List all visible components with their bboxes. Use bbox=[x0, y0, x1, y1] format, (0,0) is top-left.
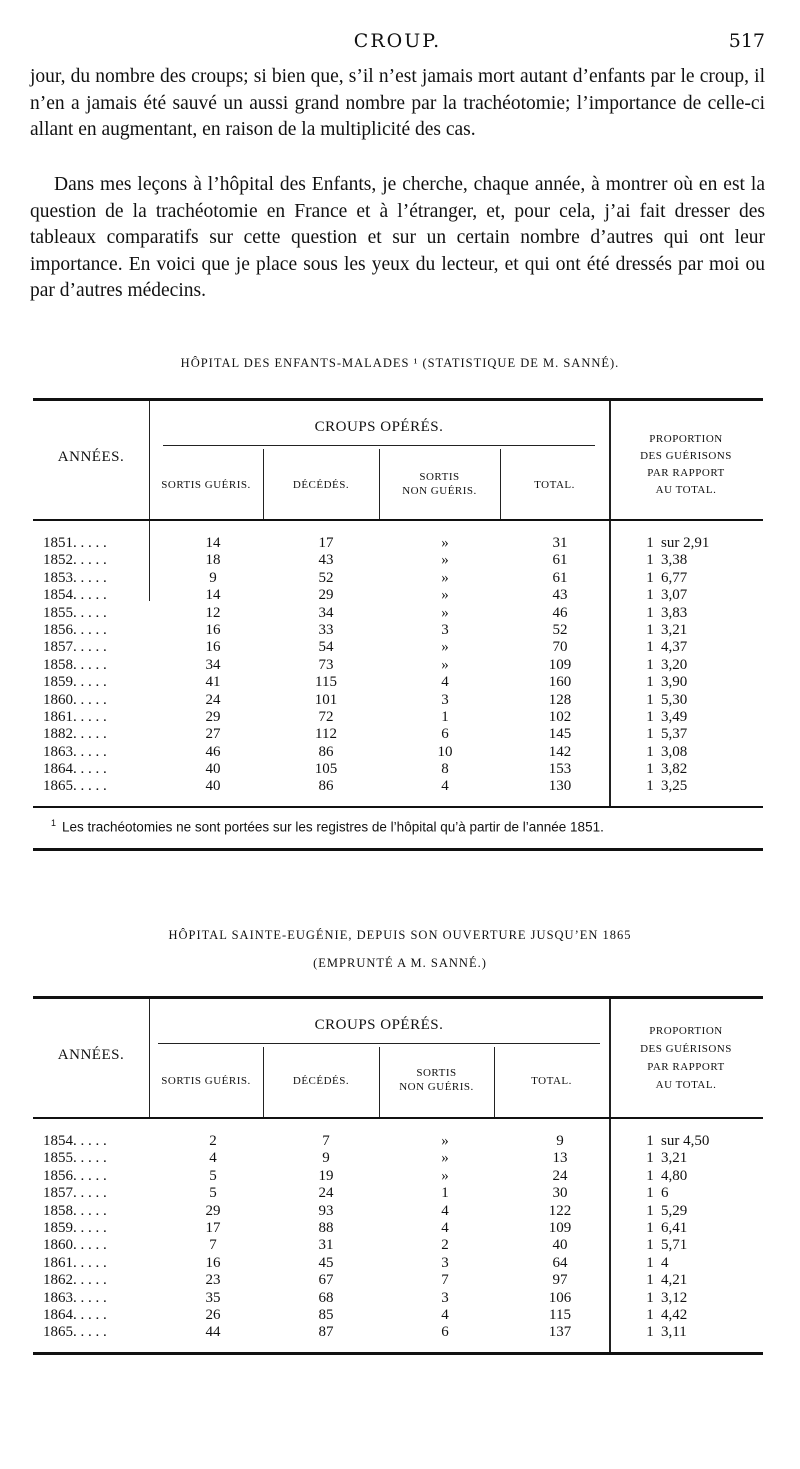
decedes-cell: 9 bbox=[322, 1150, 330, 1167]
table-row bbox=[33, 1133, 763, 1150]
non-gueris-cell: 4 bbox=[441, 1219, 449, 1236]
decedes-cell: 73 bbox=[318, 656, 334, 673]
total-cell: 115 bbox=[549, 1306, 571, 1323]
table-row bbox=[33, 1290, 763, 1307]
gueris-cell: 12 bbox=[205, 604, 221, 621]
proportion-one-cell: 1 bbox=[646, 1289, 654, 1306]
proportion-ratio-cell: 3,08 bbox=[661, 743, 688, 760]
proportion-one-cell: 1 bbox=[646, 535, 654, 551]
total-cell: 61 bbox=[552, 552, 568, 569]
proportion-ratio-cell: 3,83 bbox=[661, 604, 688, 621]
proportion-ratio-cell: 6,77 bbox=[661, 569, 688, 586]
header-gueris: SORTIS GUÉRIS. bbox=[161, 479, 251, 491]
table-row bbox=[33, 657, 763, 674]
proportion-one-cell: 1 bbox=[646, 1185, 654, 1202]
gueris-cell: 34 bbox=[205, 656, 221, 673]
header-prop-2: DES GUÉRISONS bbox=[640, 1043, 732, 1055]
year-cell: 1862. . . . . bbox=[43, 1272, 107, 1289]
page-number: 517 bbox=[728, 30, 765, 52]
proportion-ratio-cell: 3,90 bbox=[661, 674, 688, 691]
non-gueris-cell: 8 bbox=[441, 761, 449, 778]
proportion-one-cell: 1 bbox=[646, 1167, 654, 1184]
proportion-one-cell: 1 bbox=[646, 1306, 654, 1323]
decedes-cell: 33 bbox=[318, 621, 334, 638]
non-gueris-cell: » bbox=[441, 1167, 449, 1184]
proportion-one-cell: 1 bbox=[646, 552, 654, 569]
header-prop-1: PROPORTION bbox=[649, 433, 723, 445]
non-gueris-cell: » bbox=[441, 1133, 449, 1149]
decedes-cell: 24 bbox=[318, 1185, 334, 1202]
proportion-ratio-cell: 3,20 bbox=[661, 656, 688, 673]
proportion-one-cell: 1 bbox=[646, 778, 654, 795]
non-gueris-cell: 2 bbox=[441, 1237, 449, 1254]
paragraph-1: jour, du nombre des croups; si bien que, s’il n’est jamais mort autant d’enfants par le croup, il n’en a jamais été sauvé un aussi grand nombre par la trachéotomie; l’importance de celle-ci allant en augmentant, en raison de la multiplicité des cas. bbox=[30, 66, 765, 140]
table-row bbox=[33, 1150, 763, 1167]
non-gueris-cell: 6 bbox=[441, 726, 449, 743]
non-gueris-cell: 3 bbox=[441, 621, 449, 638]
table1 bbox=[33, 398, 763, 851]
proportion-ratio-cell: 4 bbox=[661, 1254, 669, 1271]
proportion-ratio-cell: 3,07 bbox=[661, 587, 688, 604]
table1-body bbox=[33, 521, 763, 806]
proportion-one-cell: 1 bbox=[646, 743, 654, 760]
decedes-cell: 85 bbox=[318, 1306, 334, 1323]
gueris-cell: 40 bbox=[205, 778, 221, 795]
year-cell: 1859. . . . . bbox=[43, 1219, 107, 1236]
header-croups-operes: CROUPS OPÉRÉS. bbox=[314, 1017, 444, 1033]
year-cell: 1855. . . . . bbox=[43, 604, 107, 621]
decedes-cell: 88 bbox=[318, 1219, 334, 1236]
non-gueris-cell: » bbox=[441, 604, 449, 621]
header-total: TOTAL. bbox=[534, 479, 575, 491]
year-cell: 1855. . . . . bbox=[43, 1150, 107, 1167]
table2-body bbox=[33, 1119, 763, 1352]
table-row bbox=[33, 622, 763, 639]
table-row bbox=[33, 1324, 763, 1341]
table-row bbox=[33, 587, 763, 604]
decedes-cell: 87 bbox=[318, 1324, 334, 1341]
proportion-ratio-cell: 5,37 bbox=[661, 726, 688, 743]
year-cell: 1859. . . . . bbox=[43, 674, 107, 691]
header-non-gueris-1: SORTIS bbox=[416, 1067, 457, 1079]
total-cell: 9 bbox=[556, 1133, 564, 1149]
decedes-cell: 112 bbox=[315, 726, 337, 743]
year-cell: 1860. . . . . bbox=[43, 1237, 107, 1254]
non-gueris-cell: » bbox=[441, 569, 449, 586]
decedes-cell: 86 bbox=[318, 743, 334, 760]
gueris-cell: 18 bbox=[205, 552, 221, 569]
non-gueris-cell: » bbox=[441, 587, 449, 604]
table-row bbox=[33, 726, 763, 743]
table1-footnote bbox=[33, 806, 763, 849]
gueris-cell: 16 bbox=[205, 621, 221, 638]
proportion-one-cell: 1 bbox=[646, 1272, 654, 1289]
proportion-ratio-cell: sur 4,50 bbox=[661, 1133, 710, 1149]
decedes-cell: 101 bbox=[314, 691, 338, 708]
total-cell: 52 bbox=[552, 621, 568, 638]
running-title: CROUP. bbox=[353, 30, 442, 52]
year-cell: 1865. . . . . bbox=[43, 1324, 107, 1341]
proportion-ratio-cell: 3,82 bbox=[661, 761, 688, 778]
header-prop-2: DES GUÉRISONS bbox=[640, 450, 732, 462]
year-cell: 1858. . . . . bbox=[43, 656, 107, 673]
table2-caption-2: (EMPRUNTÉ A M. SANNÉ.) bbox=[313, 956, 487, 970]
proportion-ratio-cell: 6 bbox=[661, 1185, 669, 1202]
page-header bbox=[30, 30, 765, 58]
decedes-cell: 7 bbox=[322, 1133, 330, 1149]
non-gueris-cell: 4 bbox=[441, 778, 449, 795]
non-gueris-cell: 10 bbox=[437, 743, 453, 760]
total-cell: 130 bbox=[548, 778, 572, 795]
table-row bbox=[33, 535, 763, 552]
table-row bbox=[33, 709, 763, 726]
table-row bbox=[33, 1255, 763, 1272]
total-cell: 160 bbox=[548, 674, 572, 691]
gueris-cell: 9 bbox=[209, 569, 217, 586]
proportion-ratio-cell: 3,21 bbox=[661, 621, 688, 638]
year-cell: 1865. . . . . bbox=[43, 778, 107, 795]
proportion-one-cell: 1 bbox=[646, 621, 654, 638]
decedes-cell: 19 bbox=[318, 1167, 334, 1184]
gueris-cell: 4 bbox=[209, 1150, 217, 1167]
proportion-one-cell: 1 bbox=[646, 1219, 654, 1236]
proportion-one-cell: 1 bbox=[646, 639, 654, 656]
total-cell: 128 bbox=[548, 691, 572, 708]
non-gueris-cell: 1 bbox=[441, 708, 449, 725]
table2-header bbox=[33, 999, 763, 1119]
gueris-cell: 7 bbox=[209, 1237, 217, 1254]
decedes-cell: 68 bbox=[318, 1289, 334, 1306]
paragraph-2: Dans mes leçons à l’hôpital des Enfants, je cherche, chaque année, à montrer où en est la question de la trachéotomie en France et à l’étranger, et, pour cela, j’ai fait dresser des tableaux comparatifs sur cette question et sur un certain nombre d’autres qui ont leur importance. En voici que je place sous les yeux du lecteur, et qui ont été dressés par moi ou par d’autres médecins. bbox=[30, 174, 765, 301]
gueris-cell: 14 bbox=[205, 587, 221, 604]
footnote-mark: 1 bbox=[51, 817, 57, 828]
table-row bbox=[33, 1307, 763, 1324]
proportion-one-cell: 1 bbox=[646, 691, 654, 708]
decedes-cell: 105 bbox=[314, 761, 338, 778]
gueris-cell: 29 bbox=[205, 1202, 221, 1219]
proportion-one-cell: 1 bbox=[646, 708, 654, 725]
proportion-ratio-cell: 5,29 bbox=[661, 1202, 688, 1219]
year-cell: 1856. . . . . bbox=[43, 1167, 107, 1184]
proportion-ratio-cell: 6,41 bbox=[661, 1219, 688, 1236]
header-brace bbox=[158, 1043, 600, 1044]
proportion-one-cell: 1 bbox=[646, 674, 654, 691]
gueris-cell: 2 bbox=[209, 1133, 217, 1149]
year-cell: 1853. . . . . bbox=[43, 569, 107, 586]
year-cell: 1856. . . . . bbox=[43, 621, 107, 638]
year-cell: 1854. . . . . bbox=[43, 1133, 107, 1149]
header-prop-4: AU TOTAL. bbox=[655, 484, 717, 496]
table-row bbox=[33, 552, 763, 569]
proportion-one-cell: 1 bbox=[646, 656, 654, 673]
year-cell: 1863. . . . . bbox=[43, 1289, 107, 1306]
non-gueris-cell: 3 bbox=[441, 1289, 449, 1306]
table-row bbox=[33, 761, 763, 778]
header-non-gueris-2: NON GUÉRIS. bbox=[402, 485, 477, 497]
total-cell: 31 bbox=[552, 535, 568, 551]
proportion-ratio-cell: 3,21 bbox=[661, 1150, 688, 1167]
table-row bbox=[33, 778, 763, 795]
gueris-cell: 46 bbox=[205, 743, 221, 760]
header-prop-4: AU TOTAL. bbox=[655, 1079, 717, 1091]
proportion-one-cell: 1 bbox=[646, 569, 654, 586]
proportion-one-cell: 1 bbox=[646, 726, 654, 743]
gueris-cell: 26 bbox=[205, 1306, 221, 1323]
gueris-cell: 35 bbox=[205, 1289, 221, 1306]
total-cell: 30 bbox=[552, 1185, 568, 1202]
non-gueris-cell: » bbox=[441, 535, 449, 551]
year-cell: 1864. . . . . bbox=[43, 761, 107, 778]
table-row bbox=[33, 674, 763, 691]
decedes-cell: 115 bbox=[315, 674, 337, 691]
total-cell: 64 bbox=[552, 1254, 568, 1271]
total-cell: 40 bbox=[552, 1237, 568, 1254]
total-cell: 46 bbox=[552, 604, 568, 621]
decedes-cell: 93 bbox=[318, 1202, 334, 1219]
proportion-ratio-cell: 3,25 bbox=[661, 778, 688, 795]
total-cell: 97 bbox=[552, 1272, 568, 1289]
year-cell: 1861. . . . . bbox=[43, 708, 107, 725]
total-cell: 13 bbox=[552, 1150, 568, 1167]
decedes-cell: 45 bbox=[318, 1254, 334, 1271]
year-cell: 1861. . . . . bbox=[43, 1254, 107, 1271]
table-row bbox=[33, 744, 763, 761]
footnote-text: Les trachéotomies ne sont portées sur les registres de l’hôpital qu’à partir de l’année 1851. bbox=[62, 819, 604, 835]
gueris-cell: 23 bbox=[205, 1272, 221, 1289]
header-years: ANNÉES. bbox=[57, 1047, 125, 1063]
proportion-one-cell: 1 bbox=[646, 1150, 654, 1167]
table-row bbox=[33, 605, 763, 622]
gueris-cell: 29 bbox=[205, 708, 221, 725]
total-cell: 43 bbox=[552, 587, 568, 604]
header-decedes: DÉCÉDÉS. bbox=[292, 479, 350, 491]
gueris-cell: 17 bbox=[205, 1219, 221, 1236]
non-gueris-cell: 1 bbox=[441, 1185, 449, 1202]
non-gueris-cell: 4 bbox=[441, 674, 449, 691]
proportion-ratio-cell: 4,42 bbox=[661, 1306, 688, 1323]
decedes-cell: 54 bbox=[318, 639, 334, 656]
year-cell: 1857. . . . . bbox=[43, 1185, 107, 1202]
table1-header bbox=[33, 401, 763, 521]
total-cell: 109 bbox=[548, 656, 572, 673]
proportion-one-cell: 1 bbox=[646, 587, 654, 604]
decedes-cell: 72 bbox=[318, 708, 334, 725]
table-row bbox=[33, 639, 763, 656]
table-row bbox=[33, 1185, 763, 1202]
total-cell: 137 bbox=[548, 1324, 572, 1341]
decedes-cell: 67 bbox=[318, 1272, 334, 1289]
decedes-cell: 17 bbox=[318, 535, 334, 551]
header-non-gueris-2: NON GUÉRIS. bbox=[399, 1081, 474, 1093]
year-cell: 1864. . . . . bbox=[43, 1306, 107, 1323]
proportion-ratio-cell: 3,38 bbox=[661, 552, 688, 569]
gueris-cell: 16 bbox=[205, 1254, 221, 1271]
table-row bbox=[33, 692, 763, 709]
gueris-cell: 16 bbox=[205, 639, 221, 656]
non-gueris-cell: 4 bbox=[441, 1306, 449, 1323]
header-decedes: DÉCÉDÉS. bbox=[292, 1075, 350, 1087]
gueris-cell: 5 bbox=[209, 1185, 217, 1202]
proportion-ratio-cell: 5,30 bbox=[661, 691, 688, 708]
table-row bbox=[33, 1237, 763, 1254]
total-cell: 142 bbox=[548, 743, 572, 760]
year-cell: 1851. . . . . bbox=[43, 535, 107, 551]
table2-caption-1: HÔPITAL SAINTE-EUGÉNIE, DEPUIS SON OUVERTURE JUSQU’EN 1865 bbox=[168, 928, 632, 942]
total-cell: 102 bbox=[548, 708, 572, 725]
gueris-cell: 14 bbox=[205, 535, 221, 551]
header-prop-1: PROPORTION bbox=[649, 1025, 723, 1037]
non-gueris-cell: » bbox=[441, 656, 449, 673]
decedes-cell: 31 bbox=[318, 1237, 334, 1254]
gueris-cell: 44 bbox=[205, 1324, 221, 1341]
header-non-gueris-1: SORTIS bbox=[419, 471, 460, 483]
total-cell: 106 bbox=[548, 1289, 572, 1306]
proportion-one-cell: 1 bbox=[646, 1202, 654, 1219]
total-cell: 153 bbox=[548, 761, 572, 778]
proportion-one-cell: 1 bbox=[646, 1254, 654, 1271]
header-gueris: SORTIS GUÉRIS. bbox=[161, 1075, 251, 1087]
gueris-cell: 27 bbox=[205, 726, 221, 743]
proportion-ratio-cell: 3,11 bbox=[661, 1324, 687, 1341]
non-gueris-cell: 3 bbox=[441, 1254, 449, 1271]
year-cell: 1854. . . . . bbox=[43, 587, 107, 604]
proportion-one-cell: 1 bbox=[646, 1237, 654, 1254]
proportion-ratio-cell: 4,80 bbox=[661, 1167, 688, 1184]
year-cell: 1860. . . . . bbox=[43, 691, 107, 708]
non-gueris-cell: 6 bbox=[441, 1324, 449, 1341]
header-prop-3: PAR RAPPORT bbox=[647, 1061, 725, 1073]
year-cell: 1858. . . . . bbox=[43, 1202, 107, 1219]
non-gueris-cell: 3 bbox=[441, 691, 449, 708]
total-cell: 109 bbox=[548, 1219, 572, 1236]
year-cell: 1882. . . . . bbox=[43, 726, 107, 743]
decedes-cell: 86 bbox=[318, 778, 334, 795]
gueris-cell: 5 bbox=[209, 1167, 217, 1184]
header-brace bbox=[163, 445, 595, 446]
non-gueris-cell: 7 bbox=[441, 1272, 449, 1289]
total-cell: 70 bbox=[552, 639, 568, 656]
proportion-ratio-cell: 3,49 bbox=[661, 708, 688, 725]
table-row bbox=[33, 570, 763, 587]
year-cell: 1857. . . . . bbox=[43, 639, 107, 656]
table1-caption: HÔPITAL DES ENFANTS-MALADES ¹ (STATISTIQUE DE M. SANNÉ). bbox=[180, 356, 620, 370]
total-cell: 61 bbox=[552, 569, 568, 586]
year-cell: 1852. . . . . bbox=[43, 552, 107, 569]
header-years: ANNÉES. bbox=[57, 449, 125, 465]
table-row bbox=[33, 1220, 763, 1237]
proportion-one-cell: 1 bbox=[646, 1133, 654, 1149]
total-cell: 122 bbox=[548, 1202, 572, 1219]
decedes-cell: 29 bbox=[318, 587, 334, 604]
proportion-ratio-cell: 4,37 bbox=[661, 639, 688, 656]
header-croups-operes: CROUPS OPÉRÉS. bbox=[314, 419, 444, 435]
non-gueris-cell: » bbox=[441, 1150, 449, 1167]
proportion-ratio-cell: 5,71 bbox=[661, 1237, 688, 1254]
proportion-one-cell: 1 bbox=[646, 761, 654, 778]
total-cell: 145 bbox=[548, 726, 572, 743]
header-total: TOTAL. bbox=[531, 1075, 572, 1087]
gueris-cell: 24 bbox=[205, 691, 221, 708]
proportion-ratio-cell: 4,21 bbox=[661, 1272, 688, 1289]
decedes-cell: 34 bbox=[318, 604, 334, 621]
table-row bbox=[33, 1168, 763, 1185]
non-gueris-cell: » bbox=[441, 639, 449, 656]
non-gueris-cell: » bbox=[441, 552, 449, 569]
table-row bbox=[33, 1272, 763, 1289]
header-prop-3: PAR RAPPORT bbox=[647, 467, 725, 479]
non-gueris-cell: 4 bbox=[441, 1202, 449, 1219]
gueris-cell: 40 bbox=[205, 761, 221, 778]
proportion-one-cell: 1 bbox=[646, 1324, 654, 1341]
table2 bbox=[33, 996, 763, 1355]
proportion-ratio-cell: sur 2,91 bbox=[661, 535, 710, 551]
total-cell: 24 bbox=[552, 1167, 568, 1184]
table-row bbox=[33, 1203, 763, 1220]
gueris-cell: 41 bbox=[205, 674, 221, 691]
decedes-cell: 43 bbox=[318, 552, 334, 569]
decedes-cell: 52 bbox=[318, 569, 334, 586]
year-cell: 1863. . . . . bbox=[43, 743, 107, 760]
proportion-ratio-cell: 3,12 bbox=[661, 1289, 688, 1306]
proportion-one-cell: 1 bbox=[646, 604, 654, 621]
